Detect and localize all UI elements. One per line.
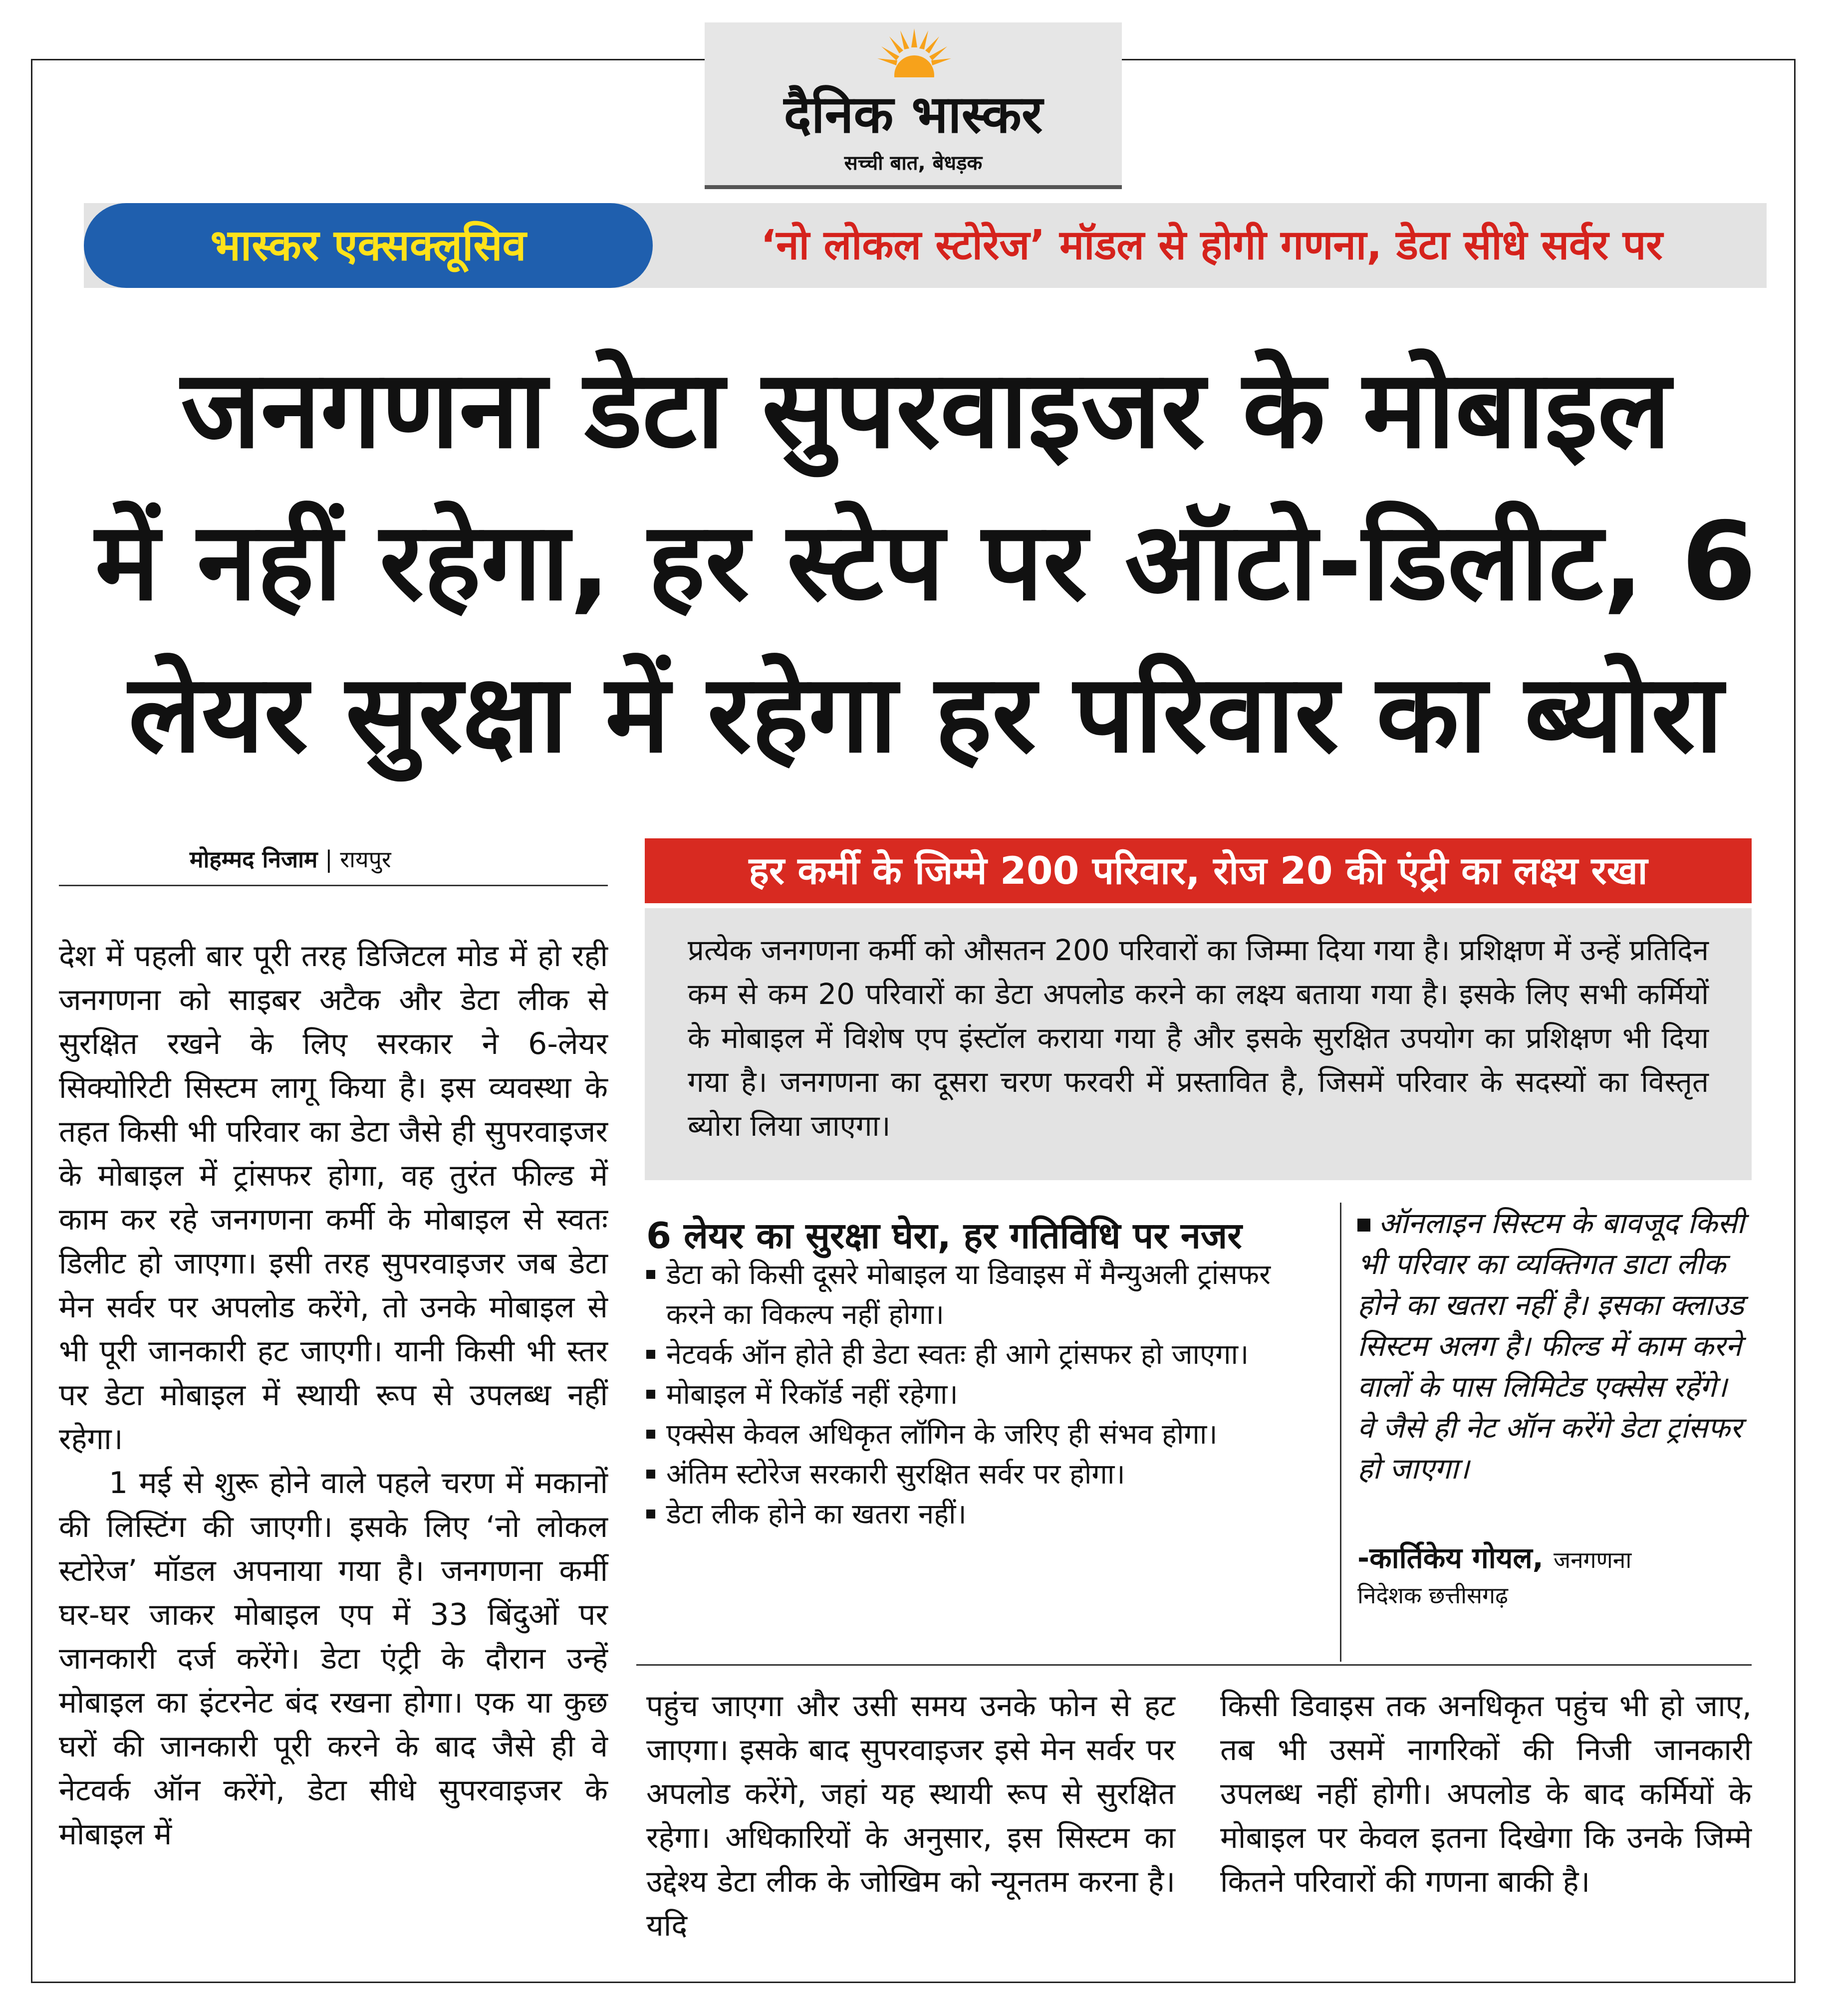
column-divider — [1340, 1203, 1341, 1662]
article-paragraph: 1 मई से शुरू होने वाले पहले चरण में मकानों की लिस्टिंग की जाएगी। इसके लिए ‘नो लोकल स्टोरेज’ मॉडल अपनाया गया है। जनगणना कर्मी घर-घर जाकर मोबाइल एप में 33 बिंदुओं पर जानकारी दर्ज करेंगे। डेटा एंट्री के दौरान उन्हें मोबाइल का इंटरनेट बंद रखना होगा। एक या कुछ घरों की जानकारी पूरी करने के बाद जैसे ही वे नेटवर्क ऑन करेंगे, डेटा सीधे सुपरवाइजर के मोबाइल में — [59, 1466, 608, 1852]
security-heading: 6 लेयर का सुरक्षा घेरा, हर गतिविधि पर नजर — [646, 1215, 1242, 1257]
byline — [190, 843, 391, 874]
article-column-middle: पहुंच जाएगा और उसी समय उनके फोन से हट जाएगा। इसके बाद सुपरवाइजर इसे मेन सर्वर पर अपलोड करेंगे, जहां यह स्थायी रूप से सुरक्षित रहेगा। अधिकारियों के अनुसार, इस सिस्टम का उद्देश्य डेटा लीक के जोखिम को न्यूनतम करना है। यदि — [646, 1689, 1175, 1943]
section-divider — [636, 1664, 1752, 1666]
quote-attribution — [1357, 1537, 1631, 1576]
quote-name: -कार्तिकेय गोयल, — [1357, 1541, 1544, 1575]
byline-author: मोहम्मद निजाम — [190, 846, 318, 873]
official-quote — [1357, 1203, 1752, 1489]
list-item: डेटा को किसी दूसरे मोबाइल या डिवाइस में मैन्युअली ट्रांसफर करने का विकल्प नहीं होगा। — [646, 1255, 1315, 1335]
headline-line: में नहीं रहेगा, हर स्टेप पर ऑटो-डिलीट, 6 — [95, 499, 1757, 624]
sidebar-heading: हर कर्मी के जिम्मे 200 परिवार, रोज 20 की एंट्री का लक्ष्य रखा — [645, 838, 1752, 903]
article-paragraph: देश में पहली बार पूरी तरह डिजिटल मोड में हो रही जनगणना को साइबर अटैक और डेटा लीक से सुरक्षित रखने के लिए सरकार ने 6-लेयर सिक्योरिटी सिस्टम लागू किया है। इस व्यवस्था के तहत किसी भी परिवार का डेटा जैसे ही सुपरवाइजर के मोबाइल में ट्रांसफर होगा, वह तुरंत फील्ड में काम कर रहे जनगणना कर्मी के मोबाइल से स्वतः डिलीट हो जाएगा। इसी तरह सुपरवाइजर जब डेटा मेन सर्वर पर अपलोड करेंगे, तो उनके मोबाइल से भी पूरी जानकारी हट जाएगी। यानी किसी भी स्तर पर डेटा मोबाइल में स्थायी रूप से उपलब्ध नहीं रहेगा। — [59, 939, 608, 1457]
article-column-right: किसी डिवाइस तक अनधिकृत पहुंच भी हो जाए, तब भी उसमें नागरिकों की निजी जानकारी उपलब्ध नहीं होगी। अपलोड के बाद कर्मियों के मोबाइल पर केवल इतना दिखेगा कि उनके जिम्मे कितने परिवारों की गणना बाकी है। — [1220, 1689, 1752, 1899]
list-item: डेटा लीक होने का खतरा नहीं। — [646, 1495, 1315, 1534]
list-item: मोबाइल में रिकॉर्ड नहीं रहेगा। — [646, 1375, 1315, 1415]
brand-name: दैनिक भास्कर — [783, 84, 1043, 145]
masthead — [705, 22, 1122, 189]
article-column-left — [59, 934, 608, 1856]
sidebar-body: प्रत्येक जनगणना कर्मी को औसतन 200 परिवारों का जिम्मा दिया गया है। प्रशिक्षण में उन्हें प्रतिदिन कम से कम 20 परिवारों का डेटा अपलोड करने का लक्ष्य बताया गया है। इसके लिए सभी कर्मियों के मोबाइल में विशेष एप इंस्टॉल कराया गया है और इसके सुरक्षित उपयोग का प्रशिक्षण भी दिया गया है। जनगणना का दूसरा चरण फरवरी में प्रस्तावित है, जिसमें परिवार के सदस्यों का विस्तृत ब्योरा लिया जाएगा। — [688, 933, 1709, 1143]
byline-divider — [59, 885, 608, 886]
exclusive-badge: भास्कर एक्सक्लूसिव — [84, 203, 653, 288]
byline-separator: | — [317, 846, 340, 873]
exclusive-strip — [84, 203, 1767, 288]
quote-role: जनगणना — [1553, 1546, 1632, 1573]
list-item: एक्सेस केवल अधिकृत लॉगिन के जरिए ही संभव होगा। — [646, 1415, 1315, 1455]
security-list — [646, 1255, 1315, 1534]
headline-line: जनगणना डेटा सुपरवाइजर के मोबाइल — [181, 347, 1671, 472]
main-headline — [75, 333, 1777, 790]
byline-location: रायपुर — [340, 846, 391, 873]
quote-text: ऑनलाइन सिस्टम के बावजूद किसी भी परिवार का व्यक्तिगत डाटा लीक होने का खतरा नहीं है। इसका क्लाउड सिस्टम अलग है। फील्ड में काम करने वालों के पास लिमिटेड एक्सेस रहेंगे। वे जैसे ही नेट ऑन करेंगे डेटा ट्रांसफर हो जाएगा। — [1357, 1206, 1745, 1486]
exclusive-kicker: ‘नो लोकल स्टोरेज’ मॉडल से होगी गणना, डेटा सीधे सर्वर पर — [761, 222, 1663, 269]
brand-tagline: सच्ची बात, बेधड़क — [844, 152, 983, 175]
sidebar-box — [645, 908, 1752, 1180]
headline-line: लेयर सुरक्षा में रहेगा हर परिवार का ब्योरा — [128, 651, 1723, 776]
list-item: नेटवर्क ऑन होते ही डेटा स्वतः ही आगे ट्रांसफर हो जाएगा। — [646, 1335, 1315, 1375]
quote-marker-icon — [1357, 1219, 1370, 1232]
quote-role-line: निदेशक छत्तीसगढ़ — [1357, 1582, 1508, 1609]
list-item: अंतिम स्टोरेज सरकारी सुरक्षित सर्वर पर होगा। — [646, 1455, 1315, 1495]
